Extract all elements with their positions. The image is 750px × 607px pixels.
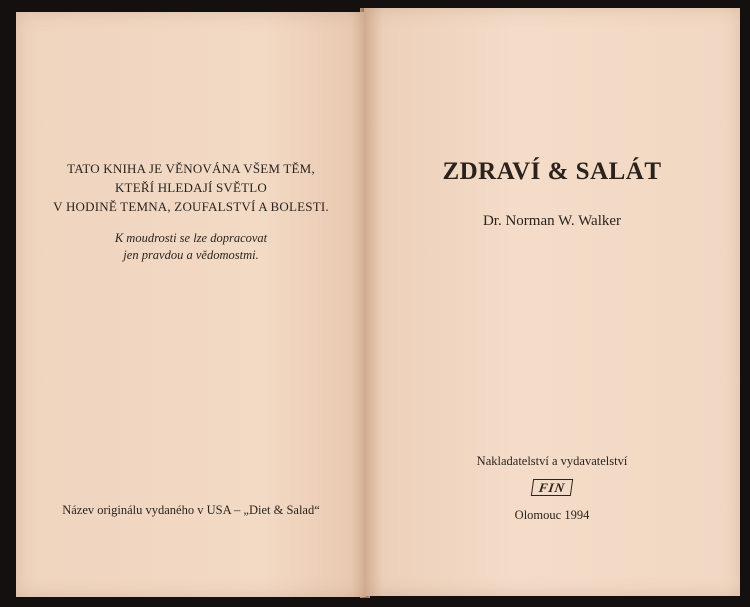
quote-line: K moudrosti se lze dopracovat xyxy=(114,231,268,245)
dedication-line: V HODINĚ TEMNA, ZOUFALSTVÍ A BOLESTI. xyxy=(53,199,329,214)
publisher-logo-text: FIN xyxy=(531,479,574,496)
publisher-name: Nakladatelství a vydavatelství xyxy=(476,454,628,468)
left-page xyxy=(16,12,366,597)
dedication-line: KTEŘÍ HLEDAJÍ SVĚTLO xyxy=(114,180,268,195)
book-title: ZDRAVÍ & SALÁT xyxy=(442,158,662,185)
quote xyxy=(16,230,366,264)
original-title-note: Název originálu vydaného v USA – „Diet & Salad“ xyxy=(62,503,320,517)
author-name: Dr. Norman W. Walker xyxy=(482,213,622,229)
dedication xyxy=(16,159,366,216)
quote-line: jen pravdou a vědomostmi. xyxy=(123,248,259,262)
publisher-logo xyxy=(364,479,740,497)
right-page xyxy=(364,8,740,596)
dedication-line: TATO KNIHA JE VĚNOVÁNA VŠEM TĚM, xyxy=(67,161,315,176)
place-year: Olomouc 1994 xyxy=(514,508,590,522)
